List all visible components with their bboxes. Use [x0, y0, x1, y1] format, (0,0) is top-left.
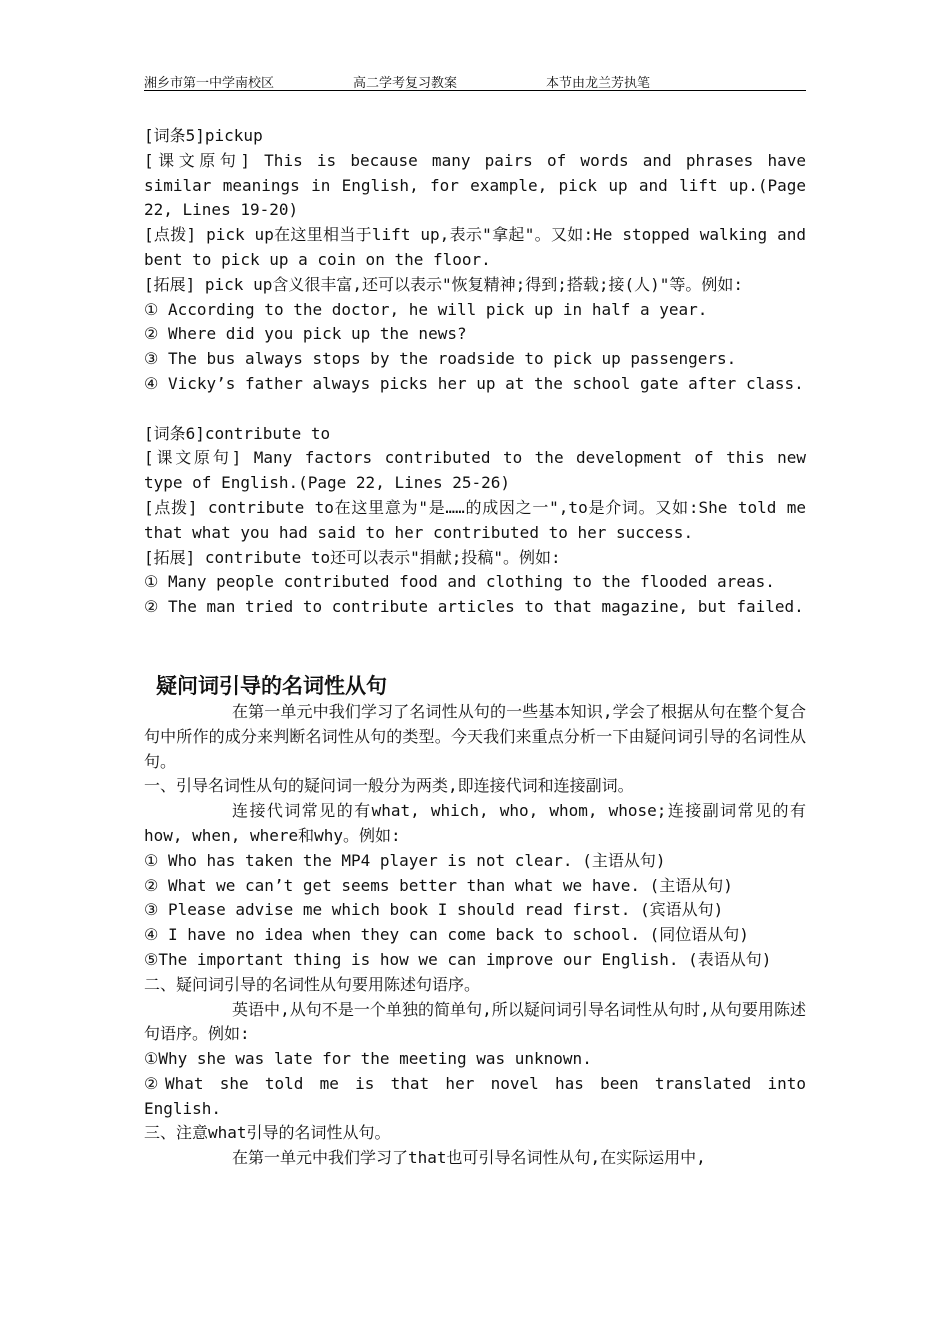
entry6-example: ① Many people contributed food and clothing to the flooded areas. — [144, 572, 775, 592]
point2-example: ①Why she was late for the meeting was unknown. — [144, 1049, 592, 1069]
section-title: 疑问词引导的名词性从句 — [156, 673, 387, 698]
entry5-source: [课文原句] This is because many pairs of words and phrases have similar meanings in English, for example, pick up and lift up.(Page 22, Lines 19-20) — [144, 150, 806, 220]
entry6-note: [点拨] contribute to在这里意为"是……的成因之一",to是介词。又如:She told me that what you had said to her contributed to her success. — [144, 497, 806, 542]
section-spacer — [144, 620, 806, 672]
point2-detail: 英语中,从句不是一个单独的简单句,所以疑问词引导名词性从句时,从句要用陈述句语序。例如: — [144, 999, 806, 1044]
entry5-example: ④ Vicky’s father always picks her up at the school gate after class. — [144, 373, 804, 393]
header-author: 本节由龙兰芳执笔 — [546, 76, 651, 91]
point1-example: ⑤The important thing is how we can improve our English. (表语从句) — [144, 949, 772, 969]
paragraph-spacer — [144, 397, 806, 422]
point1-heading: 一、引导名词性从句的疑问词一般分为两类,即连接代词和连接副词。 — [144, 776, 634, 796]
entry5-example: ① According to the doctor, he will pick up in half a year. — [144, 299, 708, 319]
point1-example: ① Who has taken the MP4 player is not clear. (主语从句) — [144, 850, 666, 870]
document-body — [144, 124, 806, 1171]
point1-example: ② What we can’t get seems better than what we have. (主语从句) — [144, 875, 733, 895]
entry6-term: [词条6]contribute to — [144, 423, 331, 443]
entry5-extension: [拓展] pick up含义很丰富,还可以表示"恢复精神;得到;搭载;接(人)"等。例如: — [144, 274, 744, 294]
point1-example: ③ Please advise me which book I should read first. (宾语从句) — [144, 900, 724, 920]
point1-detail: 连接代词常见的有what, which, who, whom, whose;连接副词常见的有how, when, where和why。例如: — [144, 801, 806, 845]
entry5-term: [词条5]pickup — [144, 126, 263, 145]
page-header — [144, 70, 806, 91]
point3-heading: 三、注意what引导的名词性从句。 — [144, 1123, 391, 1143]
point2-heading: 二、疑问词引导的名词性从句要用陈述句语序。 — [144, 974, 481, 994]
entry6-example: ② The man tried to contribute articles to that magazine, but failed. — [144, 597, 804, 617]
entry6-extension: [拓展] contribute to还可以表示"捐献;投稿"。例如: — [144, 547, 561, 567]
entry5-note: [点拨] pick up在这里相当于lift up,表示"拿起"。又如:He stopped walking and bent to pick up a coin on the floor. — [144, 225, 806, 269]
header-title: 高二学考复习教案 — [353, 76, 458, 91]
section-intro: 在第一单元中我们学习了名词性从句的一些基本知识,学会了根据从句在整个复合句中所作的成分来判断名词性从句的类型。今天我们来重点分析一下由疑问词引导的名词性从句。 — [144, 701, 806, 771]
point2-example: ②What she told me is that her novel has been translated into English. — [144, 1073, 806, 1118]
entry5-example: ③ The bus always stops by the roadside to pick up passengers. — [144, 349, 737, 369]
point1-example: ④ I have no idea when they can come back to school. (同位语从句) — [144, 925, 749, 945]
header-school: 湘乡市第一中学南校区 — [144, 76, 275, 91]
point3-detail: 在第一单元中我们学习了that也可引导名词性从句,在实际运用中, — [232, 1148, 706, 1168]
entry5-example: ② Where did you pick up the news? — [144, 324, 467, 344]
entry6-source: [课文原句] Many factors contributed to the development of this new type of English.(Page 22, Lines 25-26) — [144, 448, 806, 493]
